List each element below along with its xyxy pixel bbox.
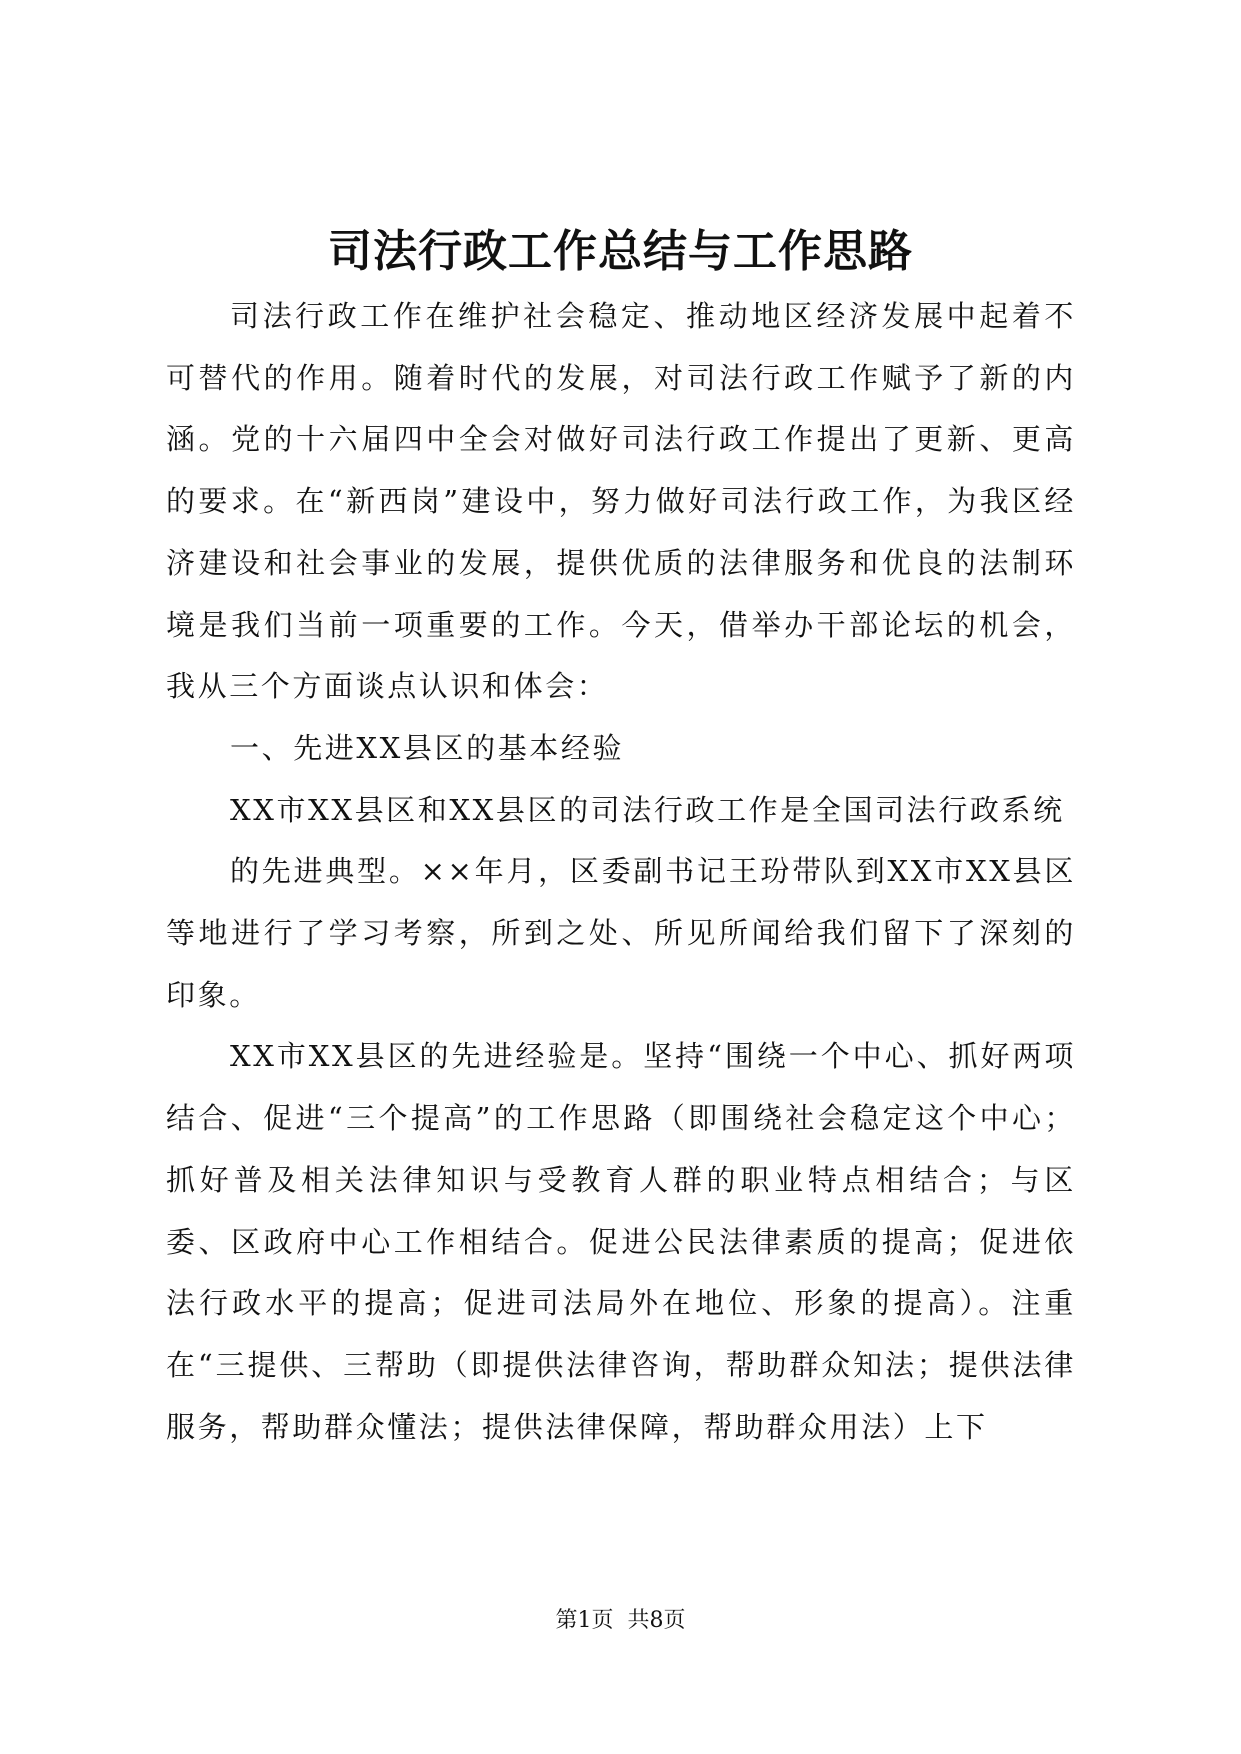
paragraph-3: 的先进典型。××年月，区委副书记王玢带队到XX市XX县区等地进行了学习考察，所到之处、所见所闻给我们留下了深刻的印象。 <box>166 854 1076 1012</box>
paragraph-4: XX市XX县区的先进经验是。坚持“围绕一个中心、抓好两项结合、促进“三个提高”的工作思路（即围绕社会稳定这个中心；抓好普及相关法律知识与受教育人群的职业特点相结合；与区委、区政府中心工作相结合。促进公民法律素质的提高；促进依法行政水平的提高；促进司法局外在地位、形象的提高）。注重在“三提供、三帮助（即提供法律咨询，帮助群众知法；提供法律服务，帮助群众懂法；提供法律保障，帮助群众用法）上下 <box>166 1039 1076 1444</box>
paragraph-2: XX市XX县区和XX县区的司法行政工作是全国司法行政系统 <box>230 792 1065 827</box>
page-footer <box>0 1606 1241 1636</box>
document-title: 司法行政工作总结与工作思路 <box>328 226 913 277</box>
paragraph-intro: 司法行政工作在维护社会稳定、推动地区经济发展中起着不可替代的作用。随着时代的发展，对司法行政工作赋予了新的内涵。党的十六届四中全会对做好司法行政工作提出了更新、更高的要求。在“新西岗”建设中，努力做好司法行政工作，为我区经济建设和社会事业的发展，提供优质的法律服务和优良的法制环境是我们当前一项重要的工作。今天，借举办干部论坛的机会，我从三个方面谈点认识和体会： <box>166 299 1076 704</box>
section-heading-1: 一、先进XX县区的基本经验 <box>230 730 625 765</box>
page-number-label: 第1页 共8页 <box>555 1608 686 1633</box>
document-body <box>166 286 1076 1458</box>
